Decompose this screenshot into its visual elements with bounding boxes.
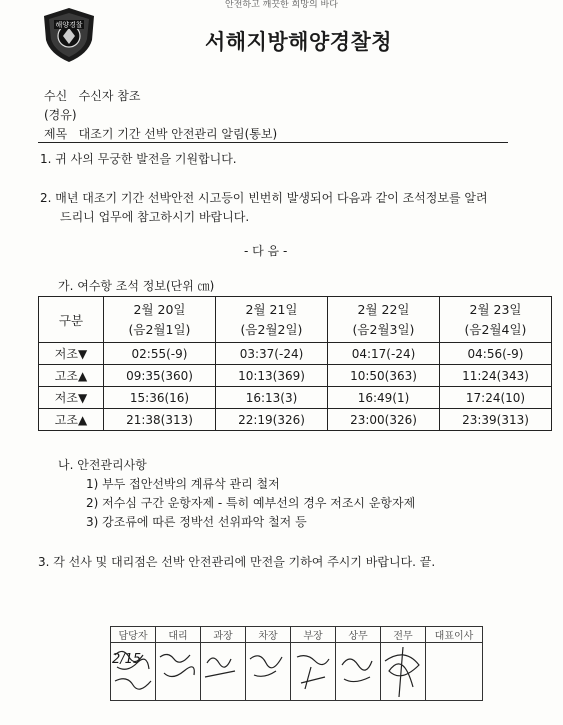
table-cell: 23:00(326) [328,409,440,431]
list-item: 1) 부두 접안선박의 계류삭 관리 철저 [86,477,280,491]
row-label: 고조▲ [39,409,104,431]
table-cell: 17:24(10) [440,387,552,409]
recipient-row [44,87,140,104]
column-header: 2월 20일 (음2월1일) [104,297,216,343]
list-item: 2) 저수심 구간 운항자제 - 특히 예부선의 경우 저조시 운항자제 [86,496,416,510]
column-header: 2월 23일 (음2월4일) [440,297,552,343]
subject-label: 제목 [44,127,68,141]
list-item: 3) 강조류에 따른 정박선 선위파악 철저 등 [86,515,307,529]
tide-table [38,296,552,431]
table-cell: 10:50(363) [328,365,440,387]
slogan: 안전하고 깨끗한 희망의 바다 [225,0,338,10]
signature-cell [156,643,201,701]
coast-guard-emblem-icon [38,6,100,64]
emblem-text: 해양경찰 [55,21,83,29]
paragraph-2-line-1: 2. 매년 대조기 기간 선박안전 시고등이 빈번히 발생되어 다음과 같이 조석정보를 알려 [40,191,488,205]
table-cell: 09:35(360) [104,365,216,387]
via-line: (경유) [44,108,77,122]
column-header: 2월 21일 (음2월2일) [216,297,328,343]
subject-value: 대조기 기간 선박 안전관리 알림(통보) [78,127,278,141]
table-cell: 16:49(1) [328,387,440,409]
table-cell: 10:13(369) [216,365,328,387]
table-row [39,343,552,365]
approval-header: 대표이사 [426,627,483,643]
table-row [39,409,552,431]
signature-cell [246,643,291,701]
paragraph-2-line-2: 드리니 업무에 참고하시기 바랍니다. [60,210,250,224]
table-cell: 23:39(313) [440,409,552,431]
row-label: 고조▲ [39,365,104,387]
section-a-title: 가. 여수항 조석 정보(단위 ㎝) [58,279,215,293]
table-cell: 15:36(16) [104,387,216,409]
approval-header: 부장 [291,627,336,643]
paragraph-1: 1. 귀 사의 무궁한 발전을 기원합니다. [40,152,237,166]
table-corner: 구분 [39,297,104,343]
section-b-title: 나. 안전관리사항 [58,458,147,472]
signature-cell [291,643,336,701]
table-cell: 21:38(313) [104,409,216,431]
table-row [39,387,552,409]
signature-cell [111,643,156,701]
table-cell: 03:37(-24) [216,343,328,365]
signature-cell [381,643,426,701]
signature-cell [426,643,483,701]
table-cell: 11:24(343) [440,365,552,387]
approval-table [110,626,483,701]
table-row [39,365,552,387]
table-cell: 04:56(-9) [440,343,552,365]
subject-divider [38,142,508,143]
approval-header: 상무 [336,627,381,643]
row-label: 저조▼ [39,343,104,365]
approval-header: 대리 [156,627,201,643]
column-header: 2월 22일 (음2월3일) [328,297,440,343]
table-cell: 16:13(3) [216,387,328,409]
organization-title: 서해지방해양경찰청 [205,30,393,54]
table-cell: 22:19(326) [216,409,328,431]
recipient-label: 수신 [44,89,68,103]
row-label: 저조▼ [39,387,104,409]
signature-cell [336,643,381,701]
paragraph-3: 3. 각 선사 및 대리점은 선박 안전관리에 만전을 기하여 주시기 바랍니다. 끝. [38,555,436,569]
approval-header: 담당자 [111,627,156,643]
approval-header: 전무 [381,627,426,643]
table-cell: 02:55(-9) [104,343,216,365]
table-cell: 04:17(-24) [328,343,440,365]
subject-row [44,125,277,142]
signature-cell [201,643,246,701]
approval-header: 차장 [246,627,291,643]
handwritten-date: 2/15 [112,652,142,667]
next-heading: - 다 음 - [244,244,288,258]
recipient-value: 수신자 참조 [78,89,141,103]
approval-header: 과장 [201,627,246,643]
